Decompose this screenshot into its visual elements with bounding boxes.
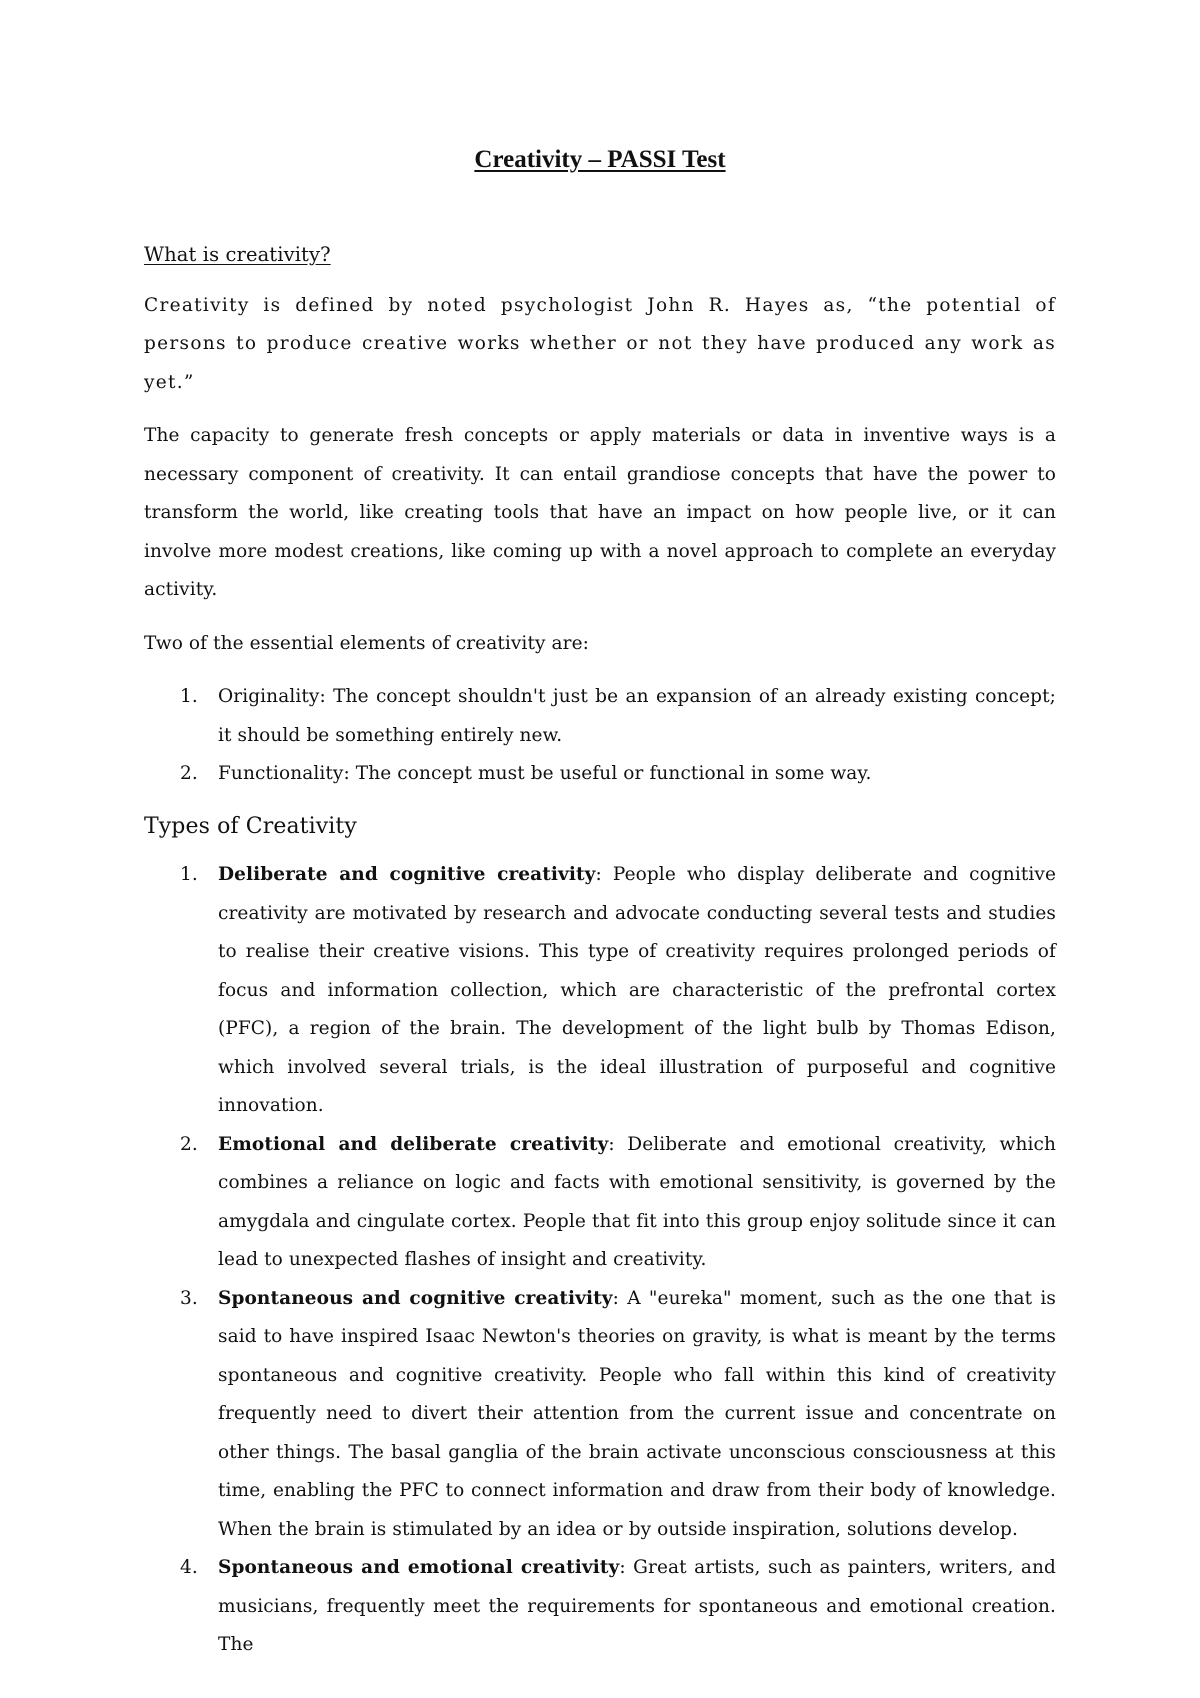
list-item bbox=[144, 1280, 1056, 1550]
list-number: 1. bbox=[180, 864, 198, 885]
paragraph-elements-intro: Two of the essential elements of creativity are: bbox=[144, 632, 589, 654]
elements-list bbox=[144, 678, 1056, 794]
type-description: : People who display deliberate and cognitive creativity are motivated by research and advocate conducting several tests and studies to realise their creative visions. This type of creativity requires prolonged periods of focus and information collection, which are characteristic of the prefrontal cortex (PFC), a region of the brain. The development of the light bulb by Thomas Edison, which involved several trials, is the ideal illustration of purposeful and cognitive innovation. bbox=[218, 864, 1056, 1116]
type-description: : Deliberate and emotional creativity, which combines a reliance on logic and facts with emotional sensitivity, is governed by the amygdala and cingulate cortex. People that fit into this group enjoy solitude since it can lead to unexpected flashes of insight and creativity. bbox=[218, 1133, 1056, 1270]
list-number: 1. bbox=[180, 686, 198, 707]
list-item bbox=[144, 1549, 1056, 1665]
type-description: : Great artists, such as painters, writers, and musicians, frequently meet the requirements for spontaneous and emotional creation. The bbox=[218, 1557, 1056, 1655]
list-item bbox=[144, 856, 1056, 1126]
list-item-text: Functionality: The concept must be useful or functional in some way. bbox=[218, 763, 872, 784]
list-number: 2. bbox=[180, 763, 198, 784]
type-term: Emotional and deliberate creativity bbox=[218, 1133, 609, 1155]
paragraph-capacity: The capacity to generate fresh concepts or apply materials or data in inventive ways is a necessary component of creativity. It can entail grandiose concepts that have the power to transform the world, like creating tools that have an impact on how people live, or it can involve more modest creations, like coming up with a novel approach to complete an everyday activity. bbox=[144, 425, 1056, 600]
list-number: 4. bbox=[180, 1557, 198, 1578]
document-title: Creativity – PASSI Test bbox=[474, 146, 726, 173]
type-term: Spontaneous and emotional creativity bbox=[218, 1557, 620, 1578]
list-number: 2. bbox=[180, 1133, 198, 1155]
list-item bbox=[144, 678, 1056, 755]
list-number: 3. bbox=[180, 1287, 198, 1309]
type-description: : A "eureka" moment, such as the one that is said to have inspired Isaac Newton's theories on gravity, is what is meant by the terms spontaneous and cognitive creativity. People who fall within this kind of creativity frequently need to divert their attention from the current issue and concentrate on other things. The basal ganglia of the brain activate unconscious consciousness at this time, enabling the PFC to connect information and draw from their body of knowledge. When the brain is stimulated by an idea or by outside inspiration, solutions develop. bbox=[218, 1287, 1056, 1540]
document-body bbox=[144, 236, 1056, 1679]
list-item bbox=[144, 755, 1056, 794]
list-item-text: Originality: The concept shouldn't just be an expansion of an already existing concept; it should be something entirely new. bbox=[218, 686, 1056, 746]
type-term: Deliberate and cognitive creativity bbox=[218, 864, 596, 885]
section-heading-what-is-creativity: What is creativity? bbox=[144, 243, 331, 266]
list-item bbox=[144, 1126, 1056, 1280]
type-term: Spontaneous and cognitive creativity bbox=[218, 1287, 613, 1309]
paragraph-definition: Creativity is defined by noted psychologist John R. Hayes as, “the potential of persons to produce creative works whether or not they have produced any work as yet.” bbox=[144, 294, 1056, 393]
types-list bbox=[144, 856, 1056, 1665]
section-heading-types-of-creativity: Types of Creativity bbox=[144, 813, 357, 839]
